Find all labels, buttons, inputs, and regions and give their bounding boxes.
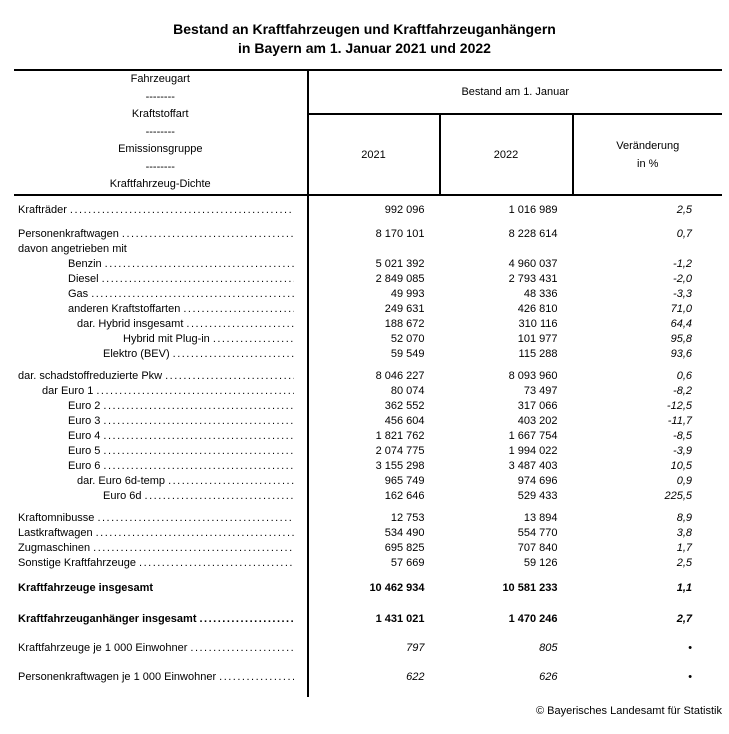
value-2022: 317 066 [517,400,558,412]
row-label: dar. Euro 6d-temp [77,475,166,487]
row-stub [14,347,309,362]
dot-leader [165,369,293,384]
table-body [14,196,722,697]
table-row [14,429,722,444]
row-stub [14,571,309,596]
row-label: Benzin [68,258,102,270]
row-label: Euro 3 [68,415,101,427]
value-2022: 707 840 [517,542,558,554]
table-row [14,287,722,302]
value-2021: 49 993 [390,288,425,300]
row-stub [14,384,309,399]
dot-leader [219,670,293,685]
stub-header-divider: -------- [145,125,175,138]
table-row [14,571,722,596]
value-2021: 1 431 021 [375,613,425,625]
dot-leader [139,556,293,571]
row-stub [14,474,309,489]
row-label: dar. schadstoffreduzierte Pkw [18,370,163,382]
dot-leader [103,459,293,474]
value-2022: 554 770 [517,527,558,539]
row-stub [14,444,309,459]
value-2022: 13 894 [523,512,558,524]
value-2021: 5 021 392 [375,258,425,270]
row-label: Gas [68,288,89,300]
value-2022: 4 960 037 [508,258,558,270]
table-row [14,257,722,272]
table-row [14,196,722,218]
row-stub [14,242,309,257]
stub-header-line: Kraftstoffart [131,108,189,121]
row-label: Sonstige Kraftfahrzeuge [18,557,137,569]
row-stub [14,399,309,414]
column-header-change-line-1: Veränderung [616,139,680,152]
value-change-percent: 8,9 [676,512,692,524]
table-row [14,459,722,474]
value-change-percent: -8,5 [673,430,692,442]
value-2021: 8 046 227 [375,370,425,382]
stub-header-line: Kraftfahrzeug-Dichte [109,178,211,191]
value-2022: 403 202 [517,415,558,427]
value-2022: 8 228 614 [508,228,558,240]
table-row [14,414,722,429]
page-title [0,0,729,58]
value-2022: 2 793 431 [508,273,558,285]
dot-leader [122,227,294,242]
value-2021: 162 646 [384,490,425,502]
row-stub [14,504,309,526]
row-label: Lastkraftwagen [18,527,93,539]
dot-leader [173,347,294,362]
row-label: Euro 6 [68,460,101,472]
row-stub [14,459,309,474]
row-label: Kraftfahrzeuge insgesamt [18,582,154,594]
row-label: Euro 4 [68,430,101,442]
data-table [14,69,722,697]
value-2022: 426 810 [517,303,558,315]
row-label: Hybrid mit Plug-in [123,333,210,345]
value-2021: 52 070 [390,333,425,345]
column-group-header: Bestand am 1. Januar [309,71,723,115]
table-row [14,384,722,399]
dot-leader [103,429,293,444]
value-2022: 59 126 [523,557,558,569]
value-2022: 529 433 [517,490,558,502]
row-stub [14,317,309,332]
value-2021: 10 462 934 [369,582,425,594]
table-row [14,541,722,556]
row-stub [14,489,309,504]
row-stub [14,257,309,272]
table-row [14,627,722,656]
table-row [14,332,722,347]
value-change-percent: -3,9 [673,445,692,457]
dot-leader [70,203,294,218]
dot-leader [96,526,294,541]
value-2022: 3 487 403 [508,460,558,472]
stub-header-divider: -------- [145,90,175,103]
row-label: Zugmaschinen [18,542,91,554]
value-change-percent: 2,5 [676,557,692,569]
row-stub [14,196,309,218]
dot-leader [91,287,293,302]
value-2021: 797 [406,642,425,654]
row-label: dar Euro 1 [42,385,94,397]
row-label: Kraftfahrzeuganhänger insgesamt [18,613,197,625]
table-row [14,526,722,541]
value-2021: 12 753 [390,512,425,524]
value-2022: 626 [539,671,558,683]
table-row [14,474,722,489]
value-change-percent: 64,4 [670,318,692,330]
table-row [14,656,722,697]
value-change-percent: • [688,642,692,654]
dot-leader [168,474,293,489]
table-row [14,596,722,627]
row-stub [14,218,309,242]
dot-leader [102,272,294,287]
value-2021: 965 749 [384,475,425,487]
value-2022: 974 696 [517,475,558,487]
row-stub [14,627,309,656]
row-stub [14,526,309,541]
value-2022: 805 [539,642,558,654]
dot-leader [190,641,293,656]
table-row [14,444,722,459]
value-2022: 101 977 [517,333,558,345]
dot-leader [103,444,293,459]
value-2021: 59 549 [390,348,425,360]
dot-leader [183,302,293,317]
row-stub [14,414,309,429]
value-change-percent: 0,9 [676,475,692,487]
row-stub [14,541,309,556]
value-change-percent: -2,0 [673,273,692,285]
title-line-1: Bestand an Kraftfahrzeugen und Kraftfahrzeuganhängern [173,21,556,37]
value-change-percent: 2,5 [676,204,692,216]
value-2021: 622 [406,671,425,683]
row-label: Euro 6d [103,490,142,502]
table-row [14,489,722,504]
table-row [14,272,722,287]
title-line-2: in Bayern am 1. Januar 2021 und 2022 [238,40,491,56]
value-change-percent: 3,8 [676,527,692,539]
value-2021: 3 155 298 [375,460,425,472]
value-2021: 80 074 [390,385,425,397]
table-row [14,302,722,317]
stub-header-divider: -------- [145,160,175,173]
row-label: Elektro (BEV) [103,348,170,360]
dot-leader [145,489,294,504]
row-label: Personenkraftwagen [18,228,119,240]
dot-leader [105,257,294,272]
row-label: davon angetrieben mit [18,243,127,255]
dot-leader [103,399,293,414]
row-stub [14,302,309,317]
value-2022: 115 288 [518,348,558,360]
value-2022: 310 116 [518,318,558,330]
value-2022: 1 667 754 [508,430,558,442]
value-2021: 456 604 [384,415,425,427]
sub-column-headers [309,115,723,194]
value-2022: 73 497 [523,385,558,397]
value-change-percent: -8,2 [673,385,692,397]
row-label: dar. Hybrid insgesamt [77,318,184,330]
value-2022: 48 336 [523,288,558,300]
value-2021: 362 552 [384,400,425,412]
table-header [14,69,722,196]
row-label: Kraftomnibusse [18,512,95,524]
table-row [14,362,722,384]
copyright-credit: © Bayerisches Landesamt für Statistik [535,705,722,717]
value-change-percent: 93,6 [670,348,692,360]
value-change-percent: -11,7 [667,415,692,427]
data-columns-header [309,71,723,194]
value-2021: 2 074 775 [375,445,425,457]
row-stub [14,332,309,347]
row-stub [14,287,309,302]
value-2021: 8 170 101 [375,228,425,240]
value-change-percent: • [688,671,692,683]
dot-leader [103,414,293,429]
value-2021: 188 672 [384,318,425,330]
stub-header [14,71,309,194]
table-row [14,556,722,571]
dot-leader [93,541,293,556]
table-row [14,317,722,332]
value-2021: 1 821 762 [375,430,425,442]
value-2021: 57 669 [390,557,425,569]
column-header-2022: 2022 [441,115,574,194]
value-change-percent: 0,7 [676,228,692,240]
value-2021: 695 825 [384,542,425,554]
table-row [14,242,722,257]
value-2022: 1 016 989 [508,204,558,216]
table-row [14,218,722,242]
value-change-percent: 10,5 [670,460,692,472]
stub-header-line: Fahrzeugart [130,73,190,86]
value-change-percent: 0,6 [676,370,692,382]
value-change-percent: 1,7 [676,542,692,554]
value-2022: 1 470 246 [508,613,558,625]
row-label: anderen Kraftstoffarten [68,303,181,315]
row-stub [14,429,309,444]
row-stub [14,362,309,384]
value-change-percent: 95,8 [670,333,692,345]
row-stub [14,656,309,697]
row-label: Krafträder [18,204,67,216]
column-header-change [574,115,723,194]
table-row [14,399,722,414]
value-change-percent: -1,2 [673,258,692,270]
value-2021: 2 849 085 [375,273,425,285]
row-stub [14,596,309,627]
value-2021: 534 490 [384,527,425,539]
value-change-percent: 71,0 [670,303,692,315]
row-stub [14,272,309,287]
column-header-change-line-2: in % [637,157,659,170]
value-2022: 8 093 960 [508,370,558,382]
value-2021: 249 631 [384,303,425,315]
row-stub [14,556,309,571]
row-label: Euro 2 [68,400,101,412]
value-change-percent: 2,7 [676,613,692,625]
value-2022: 1 994 022 [508,445,558,457]
row-label: Euro 5 [68,445,101,457]
value-change-percent: 1,1 [676,582,692,594]
dot-leader [186,317,293,332]
dot-leader [199,612,293,627]
value-2022: 10 581 233 [502,582,558,594]
dot-leader [213,332,294,347]
row-label: Kraftfahrzeuge je 1 000 Einwohner [18,642,188,654]
value-change-percent: -12,5 [666,400,692,412]
value-change-percent: -3,3 [673,288,692,300]
row-label: Diesel [68,273,99,285]
column-header-2021: 2021 [309,115,441,194]
table-row [14,504,722,526]
value-change-percent: 225,5 [664,490,692,502]
value-2021: 992 096 [384,204,425,216]
dot-leader [96,384,293,399]
stub-header-line: Emissionsgruppe [118,143,203,156]
dot-leader [97,511,293,526]
table-row [14,347,722,362]
row-label: Personenkraftwagen je 1 000 Einwohner [18,671,217,683]
